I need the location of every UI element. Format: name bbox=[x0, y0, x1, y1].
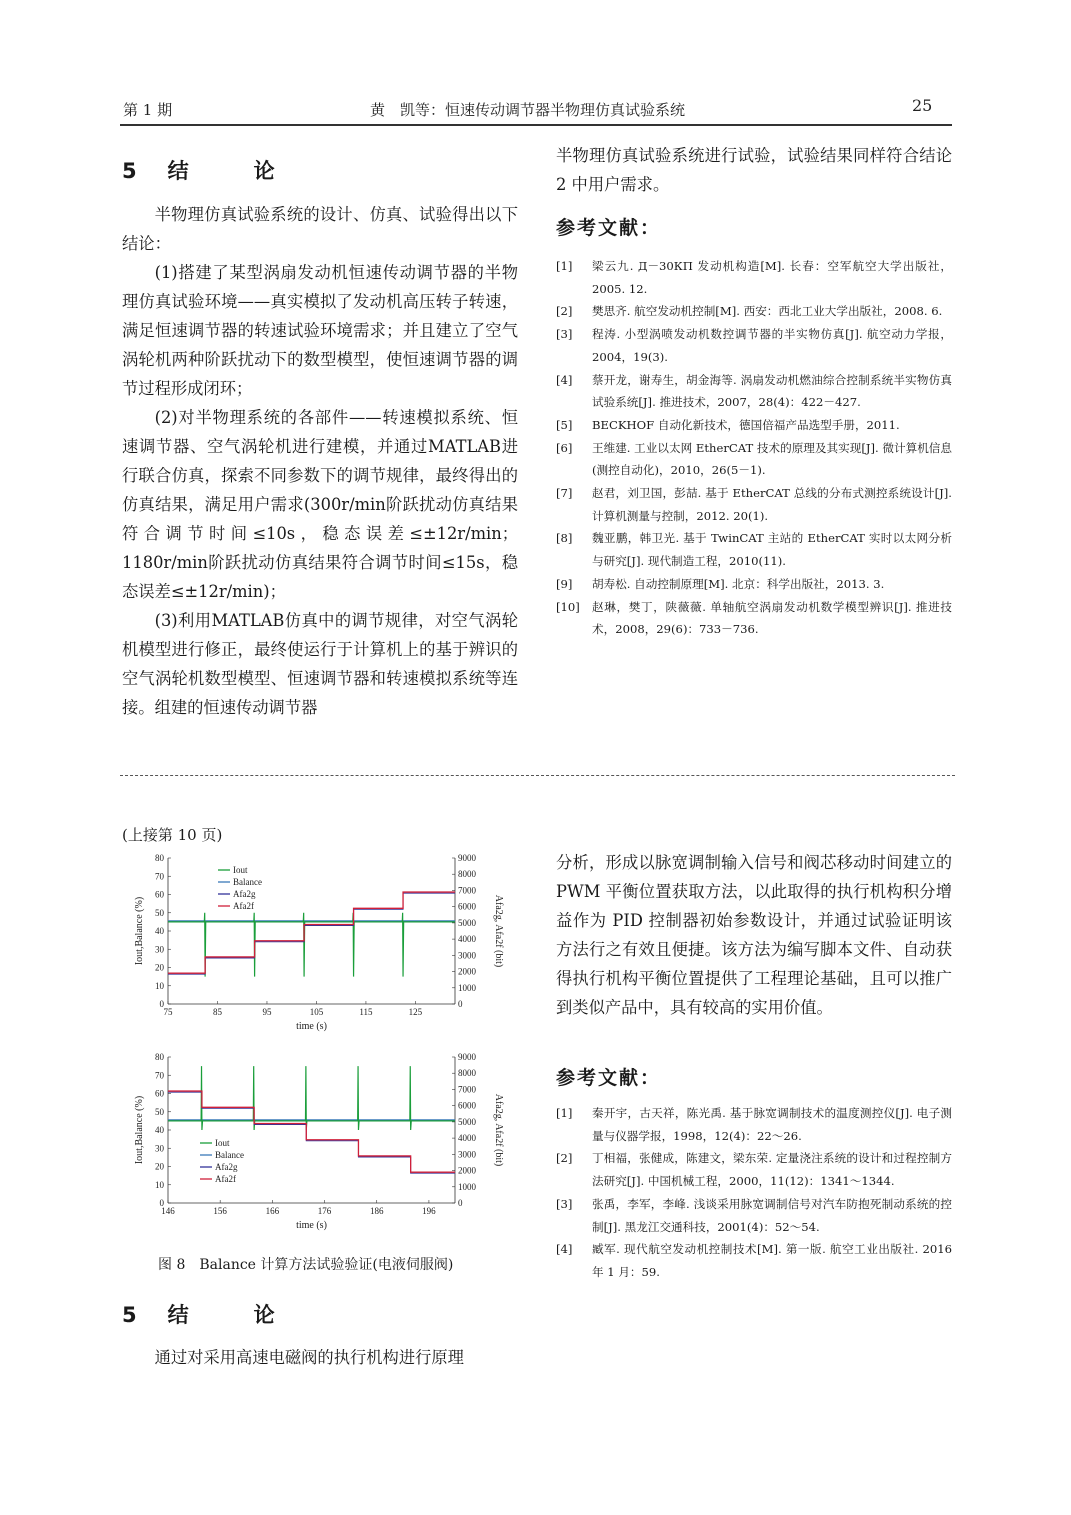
legend-label: Afa2f bbox=[233, 901, 254, 911]
reference-number: [10] bbox=[556, 599, 580, 614]
reference-text: BECKHOF 自动化新技术，德国倍福产品选型手册，2011. bbox=[592, 417, 900, 432]
paragraph: 通过对采用高速电磁阀的执行机构进行原理 bbox=[154, 1348, 464, 1367]
series-afa2g bbox=[168, 1092, 455, 1173]
figure-caption: 图 8 Balance 计算方法试验验证(电液伺服阀) bbox=[158, 1257, 454, 1273]
y-tick-label: 10 bbox=[155, 980, 164, 991]
references-list-bottom bbox=[556, 1102, 952, 1284]
reference-number: [8] bbox=[556, 531, 573, 546]
reference-number: [3] bbox=[556, 327, 573, 342]
y2-tick-label: 9000 bbox=[458, 1052, 476, 1062]
reference-item bbox=[556, 369, 952, 414]
series-afa2f bbox=[168, 892, 455, 973]
x-tick-label: 176 bbox=[317, 1206, 332, 1216]
reference-number: [4] bbox=[556, 372, 573, 387]
reference-text: 张禹，李军，李峰. 浅谈采用脉宽调制信号对汽车防抱死制动系统的控制[J]. 黑龙江交通科技，2001(4)：52～54. bbox=[592, 1196, 952, 1234]
x-tick-label: 125 bbox=[408, 1007, 423, 1017]
y-tick-label: 20 bbox=[155, 1161, 164, 1172]
legend-label: Balance bbox=[233, 877, 262, 887]
header-page-number: 25 bbox=[912, 96, 933, 115]
paragraph: (2)对半物理系统的各部件——转速模拟系统、恒速调节器、空气涡轮机进行建模，并通过MATLAB进行联合仿真，探索不同参数下的调节规律，最终得出的仿真结果，满足用户需求(300r/min阶跃扰动仿真结果符合调节时间≤10s，稳态误差≤±12r/min；1180r/min阶跃扰动仿真结果符合调节时间≤15s，稳态误差≤±12r/min)； bbox=[122, 408, 518, 601]
y-tick-label: 70 bbox=[155, 1070, 164, 1081]
y2-tick-label: 2000 bbox=[458, 966, 476, 977]
header-issue: 第 1 期 bbox=[123, 101, 173, 119]
legend-label: Afa2g bbox=[233, 889, 256, 899]
y2-tick-label: 6000 bbox=[458, 901, 476, 912]
reference-text: 胡寿松. 自动控制原理[M]. 北京：科学出版社，2013. 3. bbox=[592, 576, 885, 591]
references-title-bottom: 参考文献： bbox=[556, 1067, 662, 1089]
y-axis-label: Iout,Balance (%) bbox=[134, 1095, 145, 1165]
x-tick-label: 196 bbox=[422, 1206, 436, 1216]
reference-item bbox=[556, 300, 952, 323]
section-heading-bottom bbox=[122, 1299, 297, 1329]
reference-item bbox=[556, 1102, 952, 1147]
reference-text: 臧军. 现代航空发动机控制技术[M]. 第一版. 航空工业出版社. 2016 年 1 月：59. bbox=[592, 1242, 952, 1279]
y2-tick-label: 5000 bbox=[458, 917, 476, 928]
legend-label: Balance bbox=[215, 1150, 244, 1160]
header-title: 黄 凯等：恒速传动调节器半物理仿真试验系统 bbox=[370, 101, 686, 119]
reference-item bbox=[556, 1238, 952, 1283]
reference-number: [1] bbox=[556, 1106, 573, 1120]
y-tick-label: 70 bbox=[155, 871, 164, 882]
y-tick-label: 40 bbox=[155, 1125, 164, 1135]
reference-number: [2] bbox=[556, 1151, 573, 1166]
reference-number: [7] bbox=[556, 486, 573, 501]
paragraph: 分析，形成以脉宽调制输入信号和阀芯移动时间建立的 PWM 平衡位置获取方法，以此取得的执行机构积分增益作为 PID 控制器初始参数设计，并通过试验证明该方法行之有效且便捷。该方法为编写脚本文件、自动获得执行机构平衡位置提供了工程理论基础，且可以推广到类似产品中，具有较高的实用价值。 bbox=[556, 853, 952, 1017]
reference-item bbox=[556, 1147, 952, 1192]
bottom-right-body bbox=[556, 848, 952, 1022]
reference-number: [4] bbox=[556, 1242, 573, 1257]
y2-tick-label: 7000 bbox=[458, 885, 476, 896]
paragraph: (3)利用MATLAB仿真中的调节规律，对空气涡轮机模型进行修正，最终使运行于计算机上的基于辨识的空气涡轮机数型模型、恒速调节器和转速模拟系统等连接。组建的恒速传动调节器 bbox=[122, 611, 518, 717]
y-axis-label: Iout,Balance (%) bbox=[134, 896, 145, 966]
chart-step-up bbox=[120, 848, 520, 1048]
reference-text: 秦开宇，古天祥，陈光禹. 基于脉宽调制技术的温度测控仪[J]. 电子测量与仪器学报，1998，12(4)：22～26. bbox=[592, 1106, 952, 1143]
references-list-top bbox=[556, 255, 952, 641]
reference-text: 丁相福，张健成，陈建文，梁东荣. 定量浇注系统的设计和过程控制方法研究[J]. 中国机械工程，2000，11(12)：1341～1344. bbox=[592, 1151, 952, 1189]
reference-number: [3] bbox=[556, 1196, 573, 1211]
reference-text: 樊思齐. 航空发动机控制[M]. 西安：西北工业大学出版社，2008. 6. bbox=[592, 304, 943, 319]
reference-item bbox=[556, 527, 952, 572]
reference-text: 赵琳，樊丁，陕薇薇. 单轴航空涡扇发动机数学模型辨识[J]. 推进技术，2008，29(6)：733－736. bbox=[592, 599, 952, 637]
reference-item bbox=[556, 323, 952, 368]
reference-text: 梁云九. Д－30КП 发动机构造[M]. 长春：空军航空大学出版社，2005. 12. bbox=[592, 259, 952, 296]
reference-number: [5] bbox=[556, 417, 573, 432]
section-heading-top bbox=[122, 155, 297, 185]
continued-label: (上接第 10 页) bbox=[122, 826, 223, 844]
reference-number: [1] bbox=[556, 259, 573, 273]
series-iout bbox=[168, 1066, 455, 1130]
y-tick-label: 30 bbox=[155, 1143, 164, 1154]
y2-axis-label: Afa2g, Afa2f (bit) bbox=[493, 1093, 504, 1167]
x-tick-label: 166 bbox=[265, 1206, 280, 1216]
reference-item bbox=[556, 573, 952, 596]
x-tick-label: 146 bbox=[161, 1206, 175, 1216]
series-afa2f bbox=[168, 1091, 455, 1172]
section-number: 5 bbox=[122, 159, 140, 183]
reference-item bbox=[556, 437, 952, 482]
y2-tick-label: 6000 bbox=[458, 1100, 476, 1111]
series-afa2g bbox=[168, 893, 455, 974]
y-tick-label: 0 bbox=[159, 1198, 164, 1208]
top-left-body bbox=[122, 200, 518, 722]
reference-number: [6] bbox=[556, 440, 573, 455]
y2-tick-label: 3000 bbox=[458, 950, 476, 961]
paragraph: 半物理仿真试验系统的设计、仿真、试验得出以下结论： bbox=[122, 205, 518, 253]
x-tick-label: 75 bbox=[163, 1007, 173, 1017]
reference-text: 程涛. 小型涡喷发动机数控调节器的半实物仿真[J]. 航空动力学报，2004，19(3). bbox=[592, 327, 952, 364]
x-tick-label: 105 bbox=[309, 1007, 324, 1017]
reference-item bbox=[556, 596, 952, 641]
x-tick-label: 115 bbox=[359, 1007, 373, 1017]
x-axis-label: time (s) bbox=[296, 1220, 327, 1231]
legend-label: Afa2g bbox=[215, 1162, 238, 1172]
y2-tick-label: 7000 bbox=[458, 1084, 476, 1095]
reference-number: [2] bbox=[556, 304, 573, 319]
y-tick-label: 0 bbox=[159, 999, 164, 1009]
section-divider bbox=[120, 775, 955, 776]
y-tick-label: 80 bbox=[155, 853, 164, 863]
y2-tick-label: 2000 bbox=[458, 1165, 476, 1176]
header-rule bbox=[120, 124, 952, 126]
y-tick-label: 50 bbox=[155, 907, 164, 918]
reference-text: 赵君，刘卫国，彭喆. 基于 EtherCAT 总线的分布式测控系统设计[J]. 计算机测量与控制，2012. 20(1). bbox=[592, 486, 952, 523]
x-tick-label: 186 bbox=[369, 1206, 384, 1216]
y2-tick-label: 9000 bbox=[458, 853, 476, 863]
y-tick-label: 40 bbox=[155, 926, 164, 936]
y-tick-label: 80 bbox=[155, 1052, 164, 1062]
reference-number: [9] bbox=[556, 576, 573, 591]
series-iout bbox=[168, 913, 455, 977]
reference-item bbox=[556, 482, 952, 527]
legend-label: Afa2f bbox=[215, 1174, 236, 1184]
y-tick-label: 50 bbox=[155, 1106, 164, 1117]
top-right-body bbox=[556, 141, 952, 199]
reference-text: 王维建. 工业以太网 EtherCAT 技术的原理及其实现[J]. 微计算机信息(测控自动化)，2010，26(5－1). bbox=[592, 440, 952, 478]
section-title: 结 论 bbox=[167, 1303, 297, 1327]
x-tick-label: 85 bbox=[212, 1007, 222, 1017]
y2-tick-label: 8000 bbox=[458, 1068, 476, 1079]
y2-tick-label: 1000 bbox=[458, 982, 476, 993]
section-title: 结 论 bbox=[167, 159, 297, 183]
reference-item bbox=[556, 1193, 952, 1238]
y-tick-label: 60 bbox=[155, 1088, 164, 1099]
legend-label: Iout bbox=[233, 865, 248, 875]
y2-tick-label: 4000 bbox=[458, 934, 476, 945]
x-axis-label: time (s) bbox=[296, 1021, 327, 1032]
paragraph: (1)搭建了某型涡扇发动机恒速传动调节器的半物理仿真试验环境——真实模拟了发动机高压转子转速，满足恒速调节器的转速试验环境需求；并且建立了空气涡轮机两种阶跃扰动下的数型模型，使恒速调节器的调节过程形成闭环； bbox=[122, 263, 518, 398]
x-tick-label: 95 bbox=[262, 1007, 272, 1017]
y2-tick-label: 1000 bbox=[458, 1181, 476, 1192]
reference-text: 蔡开龙，谢寿生，胡金海等. 涡扇发动机燃油综合控制系统半实物仿真试验系统[J]. 推进技术，2007，28(4)：422－427. bbox=[592, 372, 952, 410]
y2-tick-label: 0 bbox=[458, 1198, 463, 1208]
y2-axis-label: Afa2g, Afa2f (bit) bbox=[493, 894, 504, 968]
y2-tick-label: 8000 bbox=[458, 869, 476, 880]
chart-step-down bbox=[120, 1047, 520, 1247]
y2-tick-label: 5000 bbox=[458, 1116, 476, 1127]
y-tick-label: 60 bbox=[155, 889, 164, 900]
legend-label: Iout bbox=[215, 1138, 230, 1148]
paragraph: 半物理仿真试验系统进行试验，试验结果同样符合结论 2 中用户需求。 bbox=[556, 146, 952, 194]
y-tick-label: 10 bbox=[155, 1179, 164, 1190]
y2-tick-label: 3000 bbox=[458, 1149, 476, 1160]
y2-tick-label: 0 bbox=[458, 999, 463, 1009]
reference-text: 魏亚鹏，韩卫光. 基于 TwinCAT 主站的 EtherCAT 实时以太网分析与研究[J]. 现代制造工程，2010(11). bbox=[592, 531, 952, 569]
y-tick-label: 20 bbox=[155, 962, 164, 973]
x-tick-label: 156 bbox=[213, 1206, 227, 1216]
reference-item bbox=[556, 414, 952, 437]
reference-item bbox=[556, 255, 952, 300]
section-number: 5 bbox=[122, 1303, 140, 1327]
y-tick-label: 30 bbox=[155, 944, 164, 955]
bottom-left-body bbox=[122, 1343, 518, 1372]
y2-tick-label: 4000 bbox=[458, 1133, 476, 1144]
references-title-top: 参考文献： bbox=[556, 217, 662, 239]
